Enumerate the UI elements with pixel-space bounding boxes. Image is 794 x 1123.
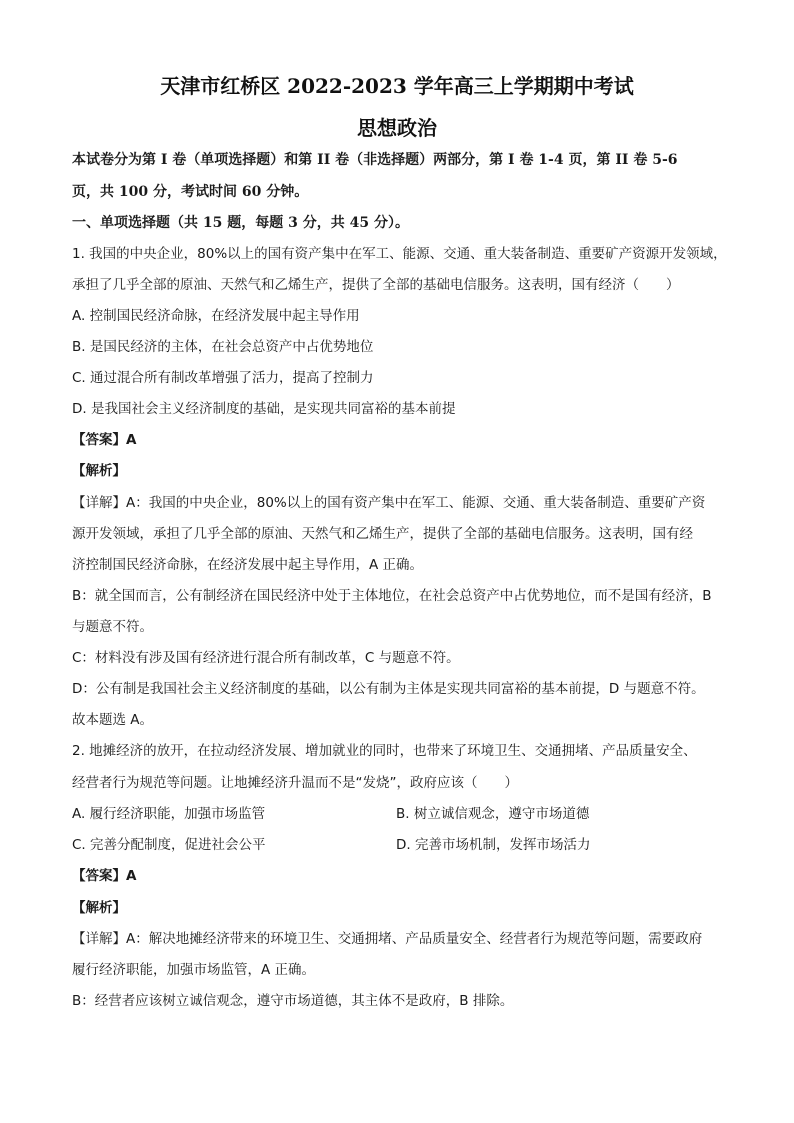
q2-option-d: D. 完善市场机制，发挥市场活力	[396, 837, 591, 853]
subject-title: 思想政治	[357, 116, 437, 140]
exam-title: 天津市红桥区 2022-2023 学年高三上学期期中考试	[160, 74, 634, 98]
q2-detail-line-3: B：经营者应该树立诚信观念，遵守市场道德，其主体不是政府，B 排除。	[72, 993, 514, 1009]
q1-answer: 【答案】A	[72, 432, 137, 448]
q1-detail-line-3: 济控制国民经济命脉，在经济发展中起主导作用，A 正确。	[72, 557, 424, 573]
q1-option-d: D. 是我国社会主义经济制度的基础，是实现共同富裕的基本前提	[72, 401, 456, 417]
q1-detail-line-2: 源开发领域，承担了几乎全部的原油、天然气和乙烯生产，提供了全部的基础电信服务。这表明，国有经	[72, 526, 693, 542]
intro-line-1: 本试卷分为第 I 卷（单项选择题）和第 II 卷（非选择题）两部分，第 I 卷 1-4 页，第 II 卷 5-6	[72, 152, 678, 168]
q1-detail-line-1: 【详解】A：我国的中央企业，80%以上的国有资产集中在军工、能源、交通、重大装备制造、重要矿产资	[72, 495, 706, 511]
q1-detail-line-6: C：材料没有涉及国有经济进行混合所有制改革，C 与题意不符。	[72, 650, 460, 666]
q2-detail-line-2: 履行经济职能，加强市场监管，A 正确。	[72, 962, 316, 978]
q1-stem-line-2: 承担了几乎全部的原油、天然气和乙烯生产，提供了全部的基础电信服务。这表明，国有经济（ ）	[72, 277, 680, 293]
q2-option-c: C. 完善分配制度，促进社会公平	[72, 837, 266, 853]
q1-detail-line-5: 与题意不符。	[72, 619, 153, 635]
q1-conclusion: 故本题选 A。	[72, 712, 154, 728]
q2-option-b: B. 树立诚信观念，遵守市场道德	[396, 806, 590, 822]
q2-stem-line-1: 2. 地摊经济的放开，在拉动经济发展、增加就业的同时，也带来了环境卫生、交通拥堵、产品质量安全、	[72, 743, 697, 759]
section-heading: 一、单项选择题（共 15 题，每题 3 分，共 45 分）。	[72, 215, 409, 231]
q2-answer: 【答案】A	[72, 868, 137, 884]
q1-detail-line-7: D：公有制是我国社会主义经济制度的基础，以公有制为主体是实现共同富裕的基本前提，D 与题意不符。	[72, 681, 705, 697]
q2-stem-line-2: 经营者行为规范等问题。让地摊经济升温而不是“发烧”，政府应该（ ）	[72, 775, 518, 791]
q2-analysis-label: 【解析】	[72, 900, 126, 916]
q1-option-b: B. 是国民经济的主体，在社会总资产中占优势地位	[72, 339, 374, 355]
q2-option-a: A. 履行经济职能，加强市场监管	[72, 806, 266, 822]
q2-detail-line-1: 【详解】A：解决地摊经济带来的环境卫生、交通拥堵、产品质量安全、经营者行为规范等问题，需要政府	[72, 931, 703, 947]
q1-option-c: C. 通过混合所有制改革增强了活力，提高了控制力	[72, 370, 374, 386]
intro-line-2: 页，共 100 分，考试时间 60 分钟。	[72, 184, 309, 200]
q1-detail-line-4: B：就全国而言，公有制经济在国民经济中处于主体地位，在社会总资产中占优势地位，而不是国有经济，B	[72, 588, 712, 604]
q1-stem-line-1: 1. 我国的中央企业，80%以上的国有资产集中在军工、能源、交通、重大装备制造、重要矿产资源开发领域，	[72, 246, 727, 262]
q1-option-a: A. 控制国民经济命脉，在经济发展中起主导作用	[72, 308, 360, 324]
q1-analysis-label: 【解析】	[72, 463, 126, 479]
